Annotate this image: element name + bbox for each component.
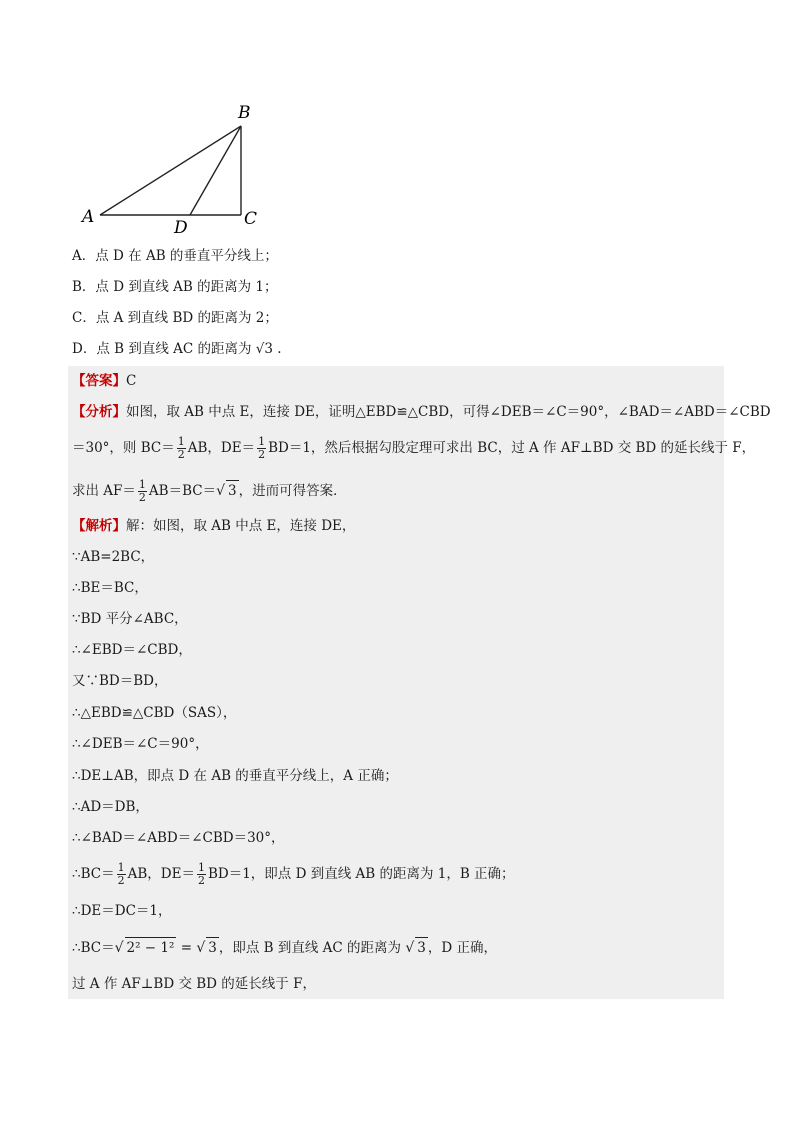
fraction-half	[257, 436, 266, 461]
option-text: 点 D 在 AB 的垂直平分线上；	[95, 248, 278, 264]
solution-tag: 【解析】	[72, 518, 126, 534]
solution-line: ∴∠BAD＝∠ABD＝∠CBD＝30°，	[72, 830, 285, 846]
segment-AB	[100, 126, 241, 215]
solution-line: ∴BE＝BC，	[72, 580, 148, 596]
segment-BD	[190, 126, 241, 215]
radical-sign: √	[216, 483, 226, 499]
solution-line: 又∵BD＝BD，	[72, 673, 168, 689]
analysis-text: AB＝BC＝	[148, 483, 217, 499]
analysis-line-1	[72, 402, 771, 422]
option-letter: A．	[72, 248, 96, 264]
radicand: 2² − 1²	[125, 937, 177, 958]
denominator: 2	[138, 491, 146, 504]
fraction-half	[117, 862, 126, 887]
denominator: 2	[197, 874, 205, 887]
solution-line-13	[72, 937, 497, 958]
fraction-half	[177, 436, 186, 461]
analysis-text: 如图，取 AB 中点 E，连接 DE，证明△EBD≌△CBD，可得∠DEB＝∠C＝90°，∠BAD＝∠ABD＝∠CBD	[126, 404, 771, 420]
solution-line: ∴∠DEB＝∠C＝90°，	[72, 736, 209, 752]
solution-line: ∴DE＝DC＝1，	[72, 903, 172, 919]
solution-text: ，即点 B 到直线 AC 的距离为	[218, 940, 406, 956]
option-text: 点 D 到直线 AB 的距离为 1；	[95, 279, 278, 295]
analysis-line-2	[72, 436, 755, 461]
option-c	[72, 308, 278, 328]
fraction-half	[138, 479, 147, 504]
label-B: B	[238, 103, 251, 123]
analysis-text: 求出 AF＝	[72, 483, 136, 499]
solution-line: 过 A 作 AF⊥BD 交 BD 的延长线于 F，	[72, 976, 316, 992]
denominator: 2	[117, 874, 125, 887]
solution-line: ∴△EBD≌△CBD（SAS），	[72, 705, 237, 721]
analysis-text: BD＝1，然后根据勾股定理可求出 BC，过 A 作 AF⊥BD 交 BD 的延长线于 F，	[268, 440, 756, 456]
solution-text: 解：如图，取 AB 中点 E，连接 DE，	[126, 518, 356, 534]
radical-sign: √	[405, 940, 415, 956]
fraction-half	[197, 862, 206, 887]
numerator: 1	[258, 435, 266, 448]
numerator: 1	[117, 861, 125, 874]
analysis-text: ，进而可得答案．	[238, 483, 347, 499]
numerator: 1	[197, 861, 205, 874]
option-text: 点 A 到直线 BD 的距离为 2；	[95, 310, 278, 326]
solution-text: =	[176, 940, 197, 956]
answer-tag: 【答案】	[72, 373, 126, 389]
denominator: 2	[177, 448, 185, 461]
solution-line: ∵BD 平分∠ABC，	[72, 611, 188, 627]
solution-text: ∴BC＝	[72, 940, 115, 956]
solution-text: BD＝1，即点 D 到直线 AB 的距离为 1，B 正确；	[207, 866, 515, 882]
solution-line-first	[72, 516, 355, 536]
label-C: C	[244, 209, 258, 229]
solution-line: ∵AB=2BC，	[72, 549, 155, 565]
option-text: 点 B 到直线 AC 的距离为 √3 .	[96, 341, 282, 357]
solution-text: AB，DE＝	[127, 866, 195, 882]
solution-line: ∴∠EBD＝∠CBD，	[72, 642, 192, 658]
radicand: 3	[415, 937, 428, 958]
radical-sign: √	[196, 940, 206, 956]
radicand: 3	[226, 480, 239, 501]
option-letter: D．	[72, 341, 97, 357]
option-letter: C．	[72, 310, 96, 326]
option-d	[72, 339, 282, 359]
answer-value: C	[126, 373, 137, 389]
analysis-text: AB，DE＝	[187, 440, 256, 456]
analysis-line-3	[72, 479, 347, 504]
label-A: A	[82, 207, 95, 227]
numerator: 1	[177, 435, 185, 448]
analysis-text: ＝30°，则 BC＝	[72, 440, 175, 456]
triangle-figure	[70, 95, 270, 240]
solution-line: ∴DE⊥AB，即点 D 在 AB 的垂直平分线上，A 正确；	[72, 768, 398, 784]
option-b	[72, 277, 277, 297]
solution-text: ，D 正确，	[427, 940, 497, 956]
analysis-tag: 【分析】	[72, 404, 126, 420]
solution-line: ∴AD＝DB，	[72, 799, 149, 815]
radical-sign: √	[114, 940, 124, 956]
label-D: D	[174, 218, 188, 238]
radicand: 3	[206, 937, 219, 958]
solution-line-11	[72, 862, 515, 887]
denominator: 2	[258, 448, 266, 461]
solution-text: ∴BC＝	[72, 866, 115, 882]
answer-line	[72, 371, 136, 391]
option-letter: B．	[72, 279, 96, 295]
numerator: 1	[138, 478, 146, 491]
option-a	[72, 246, 278, 266]
